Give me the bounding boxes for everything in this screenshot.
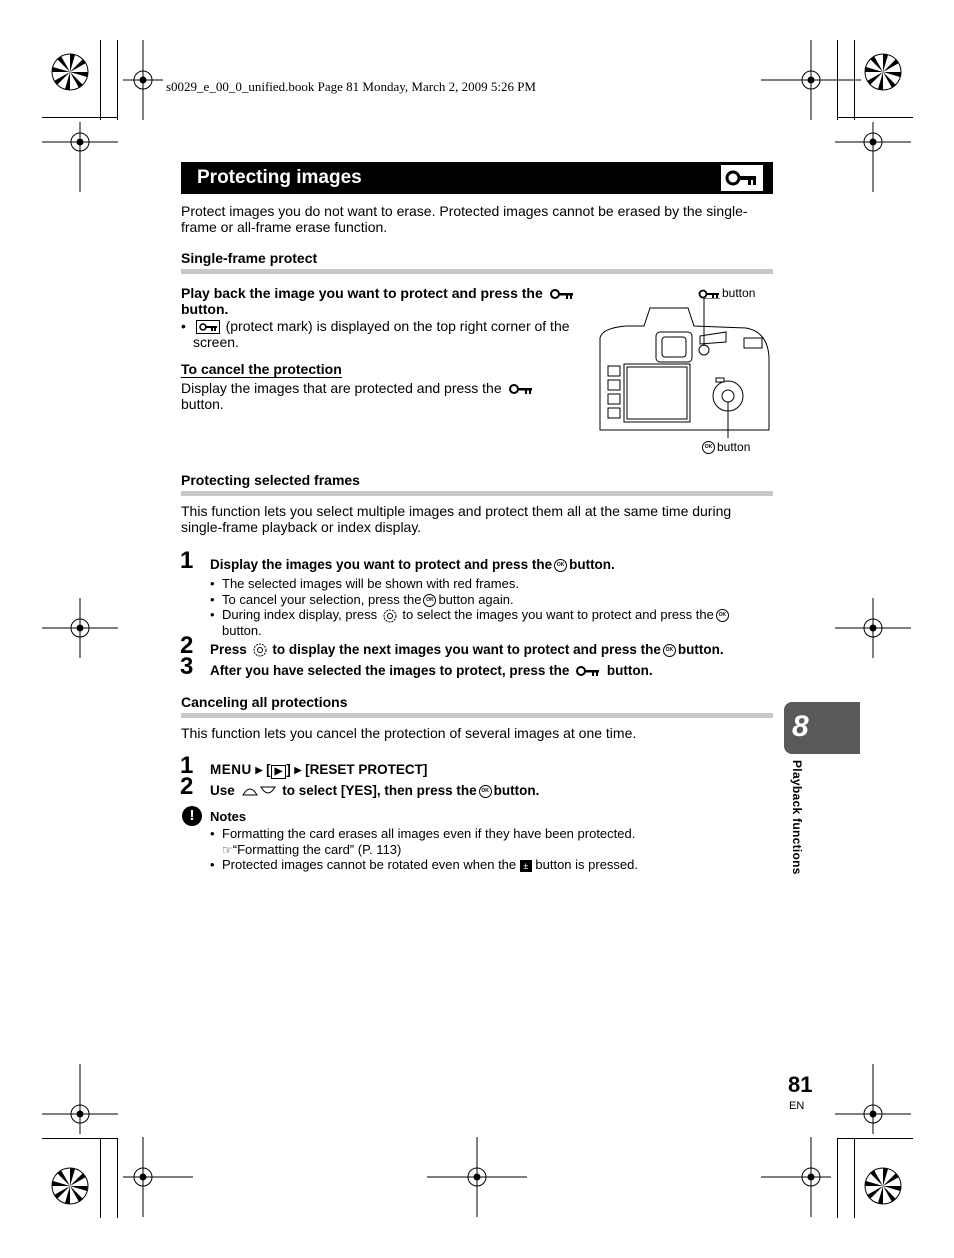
single-frame-instruction: Play back the image you want to protect and press the button. (181, 285, 591, 317)
page-number: 81 (788, 1072, 813, 1097)
selected-bullet-3-cont: button. (222, 623, 262, 638)
cancel-protection-heading: To cancel the protection (181, 361, 342, 377)
section-rule (181, 491, 773, 496)
section-rule (181, 713, 773, 718)
ok-icon: OK (423, 594, 436, 607)
selected-step-1: Display the images you want to protect and press the OK button. (210, 557, 615, 572)
key-button-callout: button (696, 286, 755, 300)
arrow-pad-icon (383, 609, 397, 623)
intro-paragraph: Protect images you do not want to erase. Protected images cannot be erased by the single- frame or all-frame erase function. (181, 203, 748, 235)
ok-icon: OK (479, 785, 492, 798)
selected-frames-description: This function lets you select multiple images and protect them all at the same time during single-frame playback or index display. (181, 503, 732, 535)
up-down-arrows-icon (241, 785, 277, 797)
protect-key-icon (721, 165, 763, 191)
camera-back-illustration (596, 298, 776, 444)
selected-step-2: Press to display the next images you want to protect and press the OK button. (210, 642, 724, 657)
selected-frames-heading: Protecting selected frames (181, 472, 360, 488)
protect-mark-icon (196, 320, 220, 334)
selected-bullet-1: • The selected images will be shown with red frames. (210, 576, 519, 591)
reference-icon: ☞ (222, 843, 233, 857)
chapter-tab: 8 (784, 702, 860, 754)
note-1: • Formatting the card erases all images even if they have been protected. (210, 826, 636, 841)
printer-slug: s0029_e_00_0_unified.book Page 81 Monday, March 2, 2009 5:26 PM (166, 79, 536, 94)
cancel-protection-text: Display the images that are protected and press the button. (181, 380, 591, 412)
ok-button-callout: OK button (700, 440, 750, 454)
notes-heading: Notes (210, 809, 247, 824)
selected-step-3: After you have selected the images to protect, press the button. (210, 663, 653, 678)
menu-label: MENU (210, 762, 252, 777)
cancel-all-description: This function lets you cancel the protection of several images at one time. (181, 725, 637, 741)
ok-icon: OK (663, 644, 676, 657)
step-number: 1 (180, 752, 194, 779)
key-icon (549, 288, 575, 300)
playback-icon: ▶ (271, 765, 287, 779)
cancel-all-heading: Canceling all protections (181, 694, 348, 710)
selected-bullet-3: • During index display, press to select the images you want to protect and press the OK (210, 607, 731, 623)
note-1-reference: ☞“Formatting the card” (P. 113) (222, 842, 402, 857)
page-title: Protecting images (197, 167, 362, 188)
arrow-right-icon: ▸ (294, 762, 302, 777)
key-icon (508, 383, 534, 395)
section-rule (181, 269, 773, 274)
selected-bullet-2: • To cancel your selection, press the OK button again. (210, 592, 514, 607)
arrow-pad-icon (253, 643, 267, 657)
exposure-compensation-icon: ± (520, 860, 532, 872)
language-code: EN (789, 1100, 805, 1112)
arrow-right-icon: ▸ (255, 762, 263, 777)
step-number: 3 (180, 653, 194, 680)
step-number: 2 (180, 773, 194, 800)
title-bar (181, 162, 773, 194)
protect-mark-bullet: • (protect mark) is displayed on the top right corner of the screen. (181, 318, 570, 351)
chapter-label: Playback functions (790, 760, 804, 875)
ok-icon: OK (554, 559, 567, 572)
ok-icon: OK (702, 441, 715, 454)
ok-icon: OK (716, 609, 729, 622)
key-icon (575, 665, 601, 677)
note-2: • Protected images cannot be rotated even when the ± button is pressed. (210, 857, 639, 872)
single-frame-heading: Single-frame protect (181, 250, 318, 266)
cancel-all-step-2: Use to select [YES], then press the OK button. (210, 783, 540, 798)
cancel-all-step-1: MENU ▸ [ ▶ ] ▸ [RESET PROTECT] (210, 762, 428, 777)
step-number: 2 (180, 632, 194, 659)
caution-icon: ! (182, 806, 202, 826)
step-number: 1 (180, 547, 194, 574)
